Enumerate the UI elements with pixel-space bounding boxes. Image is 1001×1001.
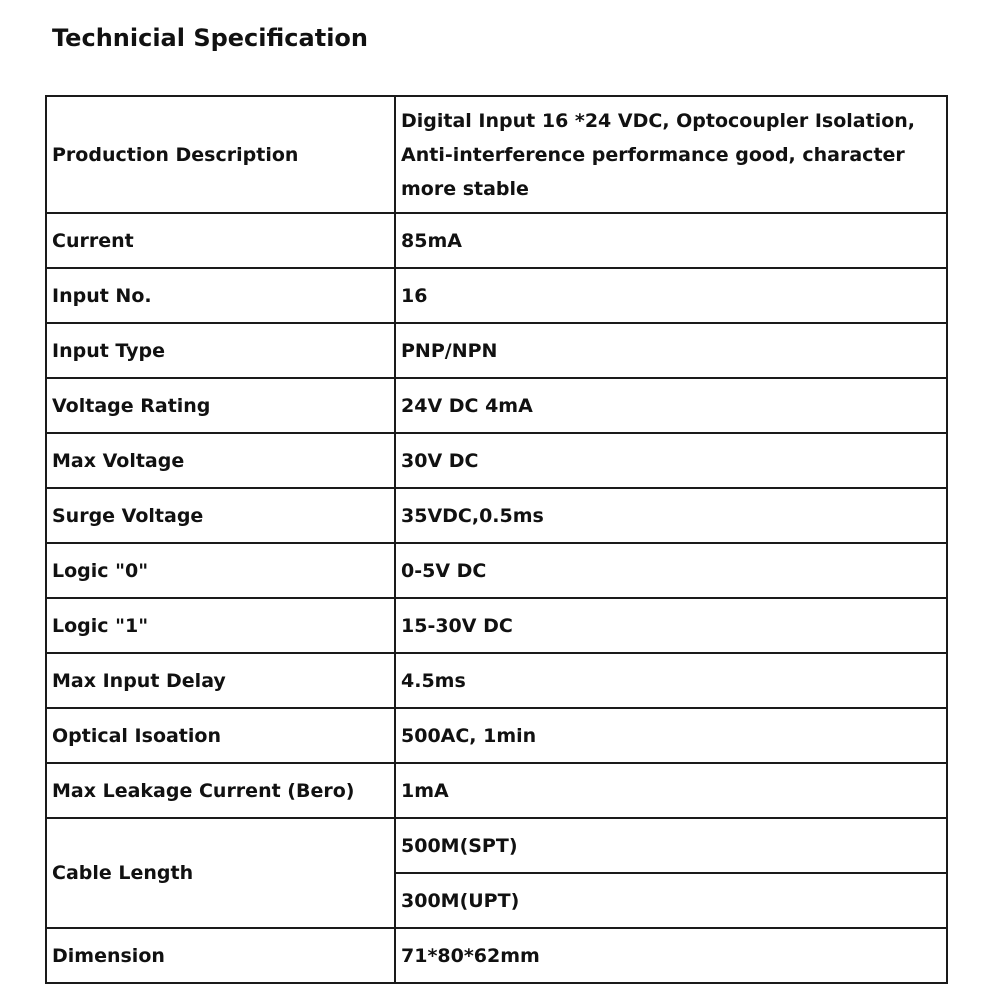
spec-value: 16: [395, 268, 947, 323]
spec-table: [45, 95, 948, 984]
spec-label: Optical Isoation: [46, 708, 395, 763]
spec-label: Input Type: [46, 323, 395, 378]
table-row: [46, 378, 947, 433]
spec-label: Logic "0": [46, 543, 395, 598]
spec-label: Surge Voltage: [46, 488, 395, 543]
spec-label: Current: [46, 213, 395, 268]
page-title: Technicial Specification: [52, 24, 368, 52]
spec-value: 85mA: [395, 213, 947, 268]
spec-label: Max Voltage: [46, 433, 395, 488]
spec-label: Max Leakage Current (Bero): [46, 763, 395, 818]
spec-value: 15-30V DC: [395, 598, 947, 653]
table-row: [46, 653, 947, 708]
table-row: [46, 488, 947, 543]
spec-value: 71*80*62mm: [395, 928, 947, 983]
spec-label: Production Description: [46, 96, 395, 213]
table-row: [46, 213, 947, 268]
spec-label: Max Input Delay: [46, 653, 395, 708]
spec-value: 1mA: [395, 763, 947, 818]
spec-label: Logic "1": [46, 598, 395, 653]
spec-value: 500AC, 1min: [395, 708, 947, 763]
spec-value: 24V DC 4mA: [395, 378, 947, 433]
spec-label: Input No.: [46, 268, 395, 323]
spec-label: Cable Length: [46, 818, 395, 928]
table-row: [46, 708, 947, 763]
spec-label: Voltage Rating: [46, 378, 395, 433]
spec-value: 300M(UPT): [395, 873, 947, 928]
table-row: [46, 598, 947, 653]
table-row: [46, 928, 947, 983]
spec-value: PNP/NPN: [395, 323, 947, 378]
spec-value: 4.5ms: [395, 653, 947, 708]
table-row: [46, 433, 947, 488]
table-row: [46, 543, 947, 598]
spec-label: Dimension: [46, 928, 395, 983]
spec-value: 35VDC,0.5ms: [395, 488, 947, 543]
table-row: [46, 323, 947, 378]
table-row: [46, 268, 947, 323]
table-row: [46, 96, 947, 213]
spec-value: 500M(SPT): [395, 818, 947, 873]
spec-value: 30V DC: [395, 433, 947, 488]
table-row: [46, 763, 947, 818]
spec-value: 0-5V DC: [395, 543, 947, 598]
spec-value: Digital Input 16 *24 VDC, Optocoupler Isolation, Anti-interference performance good, character more stable: [395, 96, 947, 213]
table-row: [46, 818, 947, 873]
